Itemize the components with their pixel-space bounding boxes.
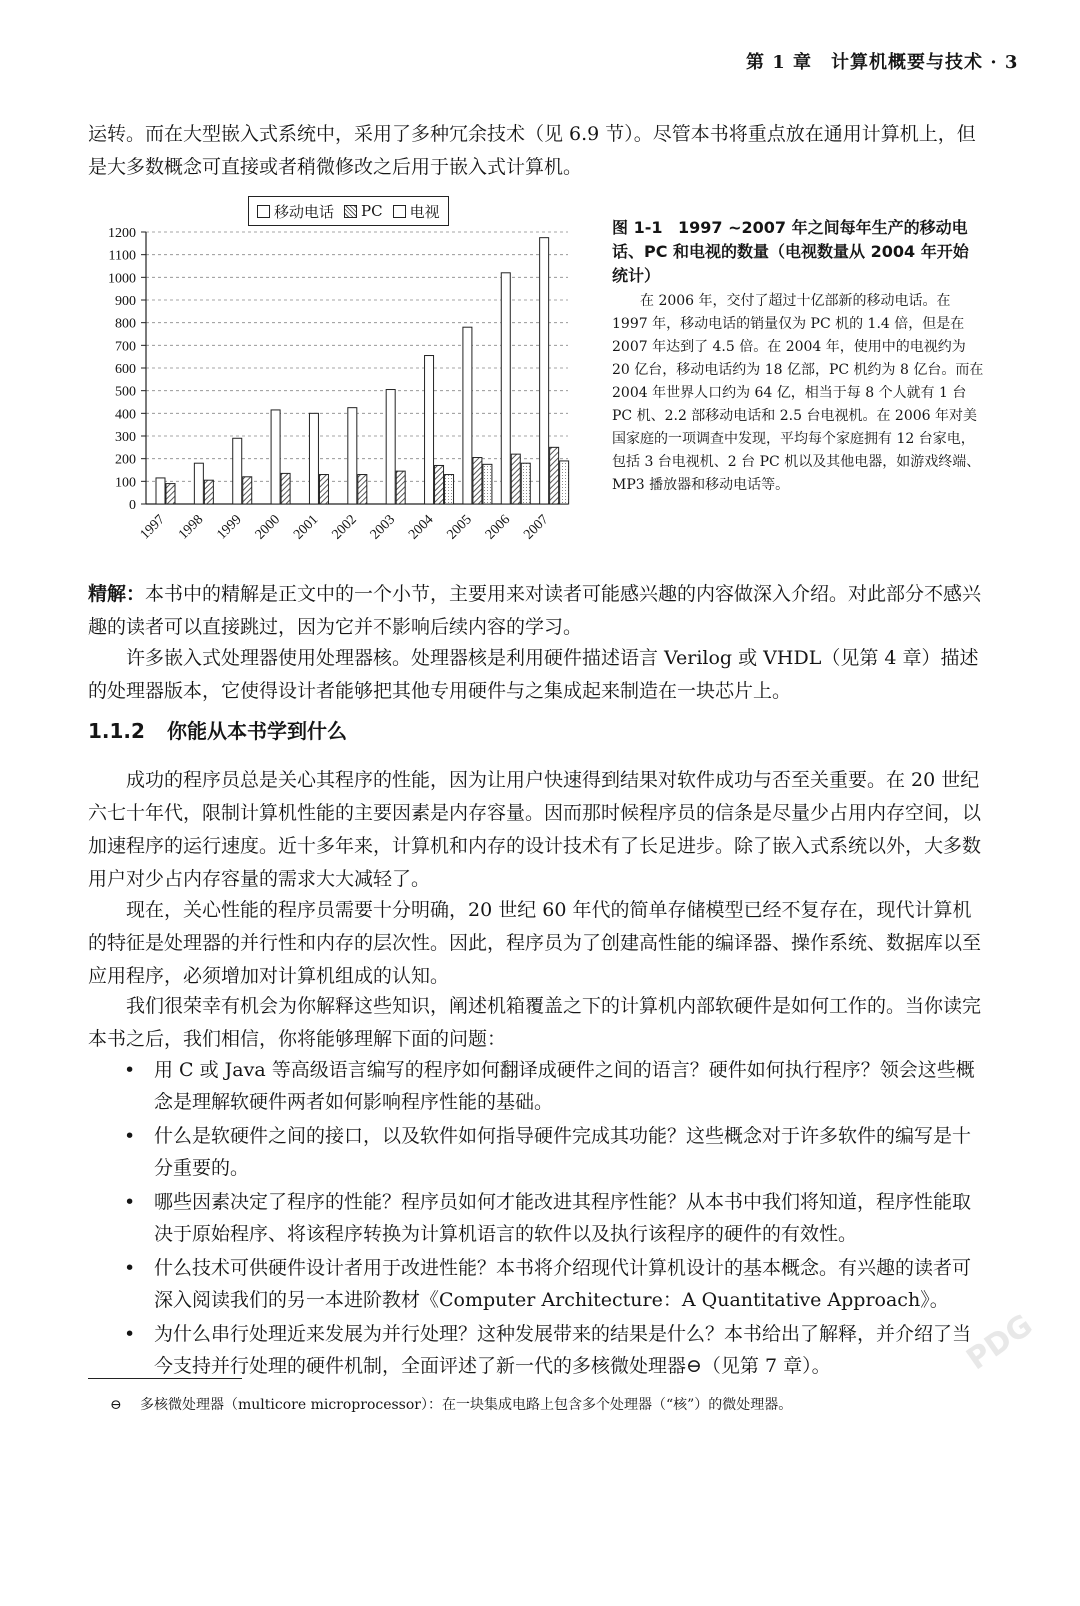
x-tick-label: 2007 — [521, 512, 552, 543]
footnote-rule — [88, 1378, 242, 1379]
list-item: • 什么技术可供硬件设计者用于改进性能？本书将介绍现代计算机设计的基本概念。有兴趣的读者可深入阅读我们的另一本进阶教材《Computer Architecture：A Quantitative Approach》。 — [124, 1252, 984, 1316]
bar-pc — [473, 458, 482, 504]
footnote-mark: ⊖ — [110, 1397, 122, 1413]
intro-paragraph: 运转。而在大型嵌入式系统中，采用了多种冗余技术（见 6.9 节）。尽管本书将重点放在通用计算机上，但是大多数概念可直接或者稍微修改之后用于嵌入式计算机。 — [88, 123, 976, 178]
x-tick-label: 1999 — [214, 512, 245, 543]
bar-pc — [281, 473, 290, 504]
y-tick-label: 400 — [115, 407, 136, 423]
bar-mobile — [540, 238, 549, 504]
paragraph-2: 现在，关心性能的程序员需要十分明确，20 世纪 60 年代的简单存储模型已经不复存在，现代计算机的特征是处理器的并行性和内存的层次性。因此，程序员为了创建高性能的编译器、操作系统、数据库以至应用程序，必须增加对计算机组成的认知。 — [88, 899, 982, 987]
y-tick-label: 100 — [115, 475, 136, 491]
y-tick-label: 900 — [115, 294, 136, 309]
bar-mobile — [386, 390, 395, 504]
figure-number: 图 1-1 — [612, 218, 663, 237]
bar-mobile — [271, 410, 280, 504]
legend-item-tv: 电视 — [393, 201, 440, 222]
y-tick-label: 1000 — [108, 271, 136, 287]
paragraph-3: 我们很荣幸有机会为你解释这些知识，阐述机箱覆盖之下的计算机内部软硬件是如何工作的。当你读完本书之后，我们相信，你将能够理解下面的问题： — [88, 995, 982, 1050]
x-tick-label: 2006 — [482, 512, 514, 543]
legend-item-pc: PC — [344, 202, 383, 220]
list-item: • 什么是软硬件之间的接口，以及软件如何指导硬件完成其功能？这些概念对于许多软件的编写是十分重要的。 — [124, 1120, 984, 1184]
figure-caption: 在 2006 年，交付了超过十亿部新的移动电话。在 1997 年，移动电话的销量仅为 PC 机的 1.4 倍，但是在 2007 年达到了 4.5 倍。在 2004 年，使用中的电视约为 20 亿台，移动电话约为 18 亿部，PC 机约为 8 亿台。而在 2004 年世界人口约为 64 亿，相当于每 8 个人就有 1 台 PC 机、2.2 部移动电话和 2.5 台电视机。在 2006 年对美国家庭的一项调查中发现，平均每个家庭拥有 12 台家电，包括 3 台电视机、2 台 PC 机以及其他电器，如游戏终端、MP3 播放器和移动电话等。 — [612, 293, 984, 493]
bar-mobile — [463, 327, 472, 504]
figure-title — [612, 216, 984, 288]
x-tick-label: 2005 — [444, 512, 475, 543]
aside-label: 精解： — [88, 583, 146, 605]
legend-swatch-mobile — [257, 205, 270, 218]
running-head: 第 1 章 计算机概要与技术 · 3 — [746, 52, 1019, 73]
list-item: • 用 C 或 Java 等高级语言编写的程序如何翻译成硬件之间的语言？硬件如何执行程序？领会这些概念是理解软硬件两者如何影响程序性能的基础。 — [124, 1054, 984, 1118]
y-tick-label: 300 — [115, 430, 136, 445]
paragraph-1: 成功的程序员总是关心其程序的性能，因为让用户快速得到结果对软件成功与否至关重要。在 20 世纪六七十年代，限制计算机性能的主要因素是内存容量。因而那时候程序员的信条是尽量少占用内存空间，以加速程序的运行速度。近十多年来，计算机和内存的设计技术有了长足进步。除了嵌入式系统以外，大多数用户对少占内存容量的需求大大减轻了。 — [88, 769, 982, 890]
bar-chart — [88, 226, 588, 566]
bullet-icon: • — [124, 1059, 136, 1081]
section-title: 你能从本书学到什么 — [166, 719, 347, 743]
bar-tv — [521, 463, 530, 504]
y-tick-label: 500 — [115, 384, 136, 400]
bullet-icon: • — [124, 1125, 136, 1147]
list-item: • 哪些因素决定了程序的性能？程序员如何才能改进其程序性能？从本书中我们将知道，程序性能取决于原始程序、将该程序转换为计算机语言的软件以及执行该程序的硬件的有效性。 — [124, 1186, 984, 1250]
y-tick-label: 700 — [115, 339, 136, 355]
legend-swatch-pc — [344, 205, 357, 218]
bar-mobile — [348, 408, 357, 504]
aside-note — [88, 578, 988, 644]
y-tick-label: 800 — [115, 316, 136, 332]
aside-text: 本书中的精解是正文中的一个小节，主要用来对读者可能感兴趣的内容做深入介绍。对此部分不感兴趣的读者可以直接跳过，因为它并不影响后续内容的学习。 — [88, 583, 982, 638]
y-tick-label: 600 — [115, 362, 136, 377]
bar-pc — [358, 475, 367, 504]
bar-pc — [435, 465, 444, 504]
bar-mobile — [233, 438, 242, 504]
bar-pc — [319, 475, 328, 504]
bar-tv — [483, 464, 492, 504]
x-tick-label: 1998 — [175, 512, 207, 543]
list-item: • 为什么串行处理近来发展为并行处理？这种发展带来的结果是什么？本书给出了解释，并介绍了当今支持并行处理的硬件机制，全面评述了新一代的多核微处理器⊖（见第 7 章）。 — [124, 1318, 984, 1382]
bar-mobile — [501, 273, 510, 504]
bar-mobile — [194, 463, 203, 504]
y-tick-label: 1100 — [108, 248, 136, 264]
y-tick-label: 0 — [129, 498, 136, 513]
x-tick-label: 2002 — [329, 512, 360, 543]
bullet-icon: • — [124, 1191, 136, 1213]
bar-pc — [243, 477, 252, 504]
bar-mobile — [309, 413, 318, 504]
x-tick-label: 2000 — [252, 512, 284, 543]
y-tick-label: 1200 — [108, 226, 136, 241]
y-tick-label: 200 — [115, 452, 136, 468]
bar-pc — [550, 447, 559, 504]
figure-title-text: 1997 ~2007 年之间每年生产的移动电话、PC 和电视的数量（电视数量从 2004 年开始统计） — [612, 218, 969, 285]
bar-tv — [560, 461, 569, 504]
legend-swatch-tv — [393, 205, 406, 218]
chart-legend — [248, 196, 449, 226]
watermark-stamp: PDG — [960, 1307, 1040, 1378]
bar-pc — [396, 471, 405, 504]
bar-mobile — [156, 478, 165, 504]
bullet-icon: • — [124, 1257, 136, 1279]
bar-pc — [204, 480, 213, 504]
bar-tv — [445, 475, 454, 504]
footnote-text: 多核微处理器（multicore microprocessor）：在一块集成电路上包含多个处理器（“核”）的微处理器。 — [140, 1397, 793, 1413]
section-heading — [88, 715, 347, 744]
x-tick-label: 2003 — [367, 512, 399, 543]
bullet-icon: • — [124, 1323, 136, 1345]
bar-pc — [511, 454, 520, 504]
section-number: 1.1.2 — [88, 719, 145, 743]
bar-pc — [166, 484, 175, 504]
x-tick-label: 1997 — [137, 512, 169, 543]
legend-item-mobile: 移动电话 — [257, 201, 334, 222]
x-tick-label: 2004 — [406, 512, 437, 543]
bar-mobile — [425, 356, 434, 504]
paragraph-processor-core: 许多嵌入式处理器使用处理器核。处理器核是利用硬件描述语言 Verilog 或 VHDL（见第 4 章）描述的处理器版本，它使得设计者能够把其他专用硬件与之集成起来制造在一块芯片上。 — [88, 647, 979, 702]
x-tick-label: 2001 — [291, 512, 322, 543]
